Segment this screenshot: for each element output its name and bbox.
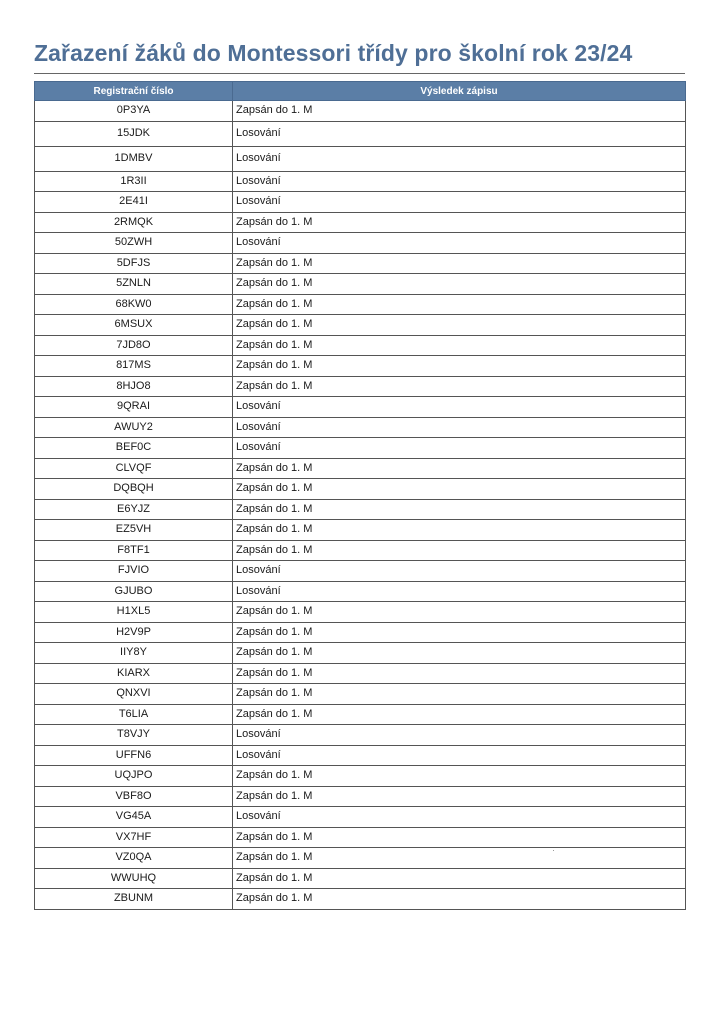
registration-number-cell: 2RMQK [35,212,233,233]
table-row [35,192,686,213]
table-row [35,643,686,664]
enrollment-result-cell: Zapsán do 1. M [233,684,686,705]
enrollment-result-cell: Zapsán do 1. M [233,622,686,643]
registration-number-cell: 0P3YA [35,101,233,122]
enrollment-result-cell: Losování [233,397,686,418]
registration-number-cell: 5ZNLN [35,274,233,295]
registration-number-cell: VBF8O [35,786,233,807]
registration-number-cell: 9QRAI [35,397,233,418]
enrollment-result-cell: Zapsán do 1. M [233,643,686,664]
registration-number-cell: 817MS [35,356,233,377]
enrollment-result-cell: Zapsán do 1. M [233,602,686,623]
table-row [35,848,686,869]
enrollment-result-cell: Zapsán do 1. M [233,766,686,787]
registration-number-cell: 5DFJS [35,253,233,274]
table-row [35,315,686,336]
enrollment-result-cell: Zapsán do 1. M [233,335,686,356]
registration-number-cell: ZBUNM [35,889,233,910]
enrollment-result-cell: Zapsán do 1. M [233,663,686,684]
registration-number-cell: 2E41I [35,192,233,213]
table-row [35,581,686,602]
registration-number-cell: T8VJY [35,725,233,746]
table-row [35,602,686,623]
enrollment-result-cell: Losování [233,121,686,146]
enrollment-result-cell: Losování [233,581,686,602]
table-row [35,458,686,479]
enrollment-result-cell: Zapsán do 1. M [233,356,686,377]
table-row [35,561,686,582]
registration-number-cell: 6MSUX [35,315,233,336]
header-enrollment-result: Výsledek zápisu [233,82,686,101]
table-row [35,397,686,418]
registration-number-cell: VG45A [35,807,233,828]
enrollment-result-cell: Zapsán do 1. M [233,704,686,725]
enrollment-result-cell: Losování [233,233,686,254]
registration-number-cell: T6LIA [35,704,233,725]
registration-number-cell: 8HJO8 [35,376,233,397]
table-row [35,438,686,459]
enrollment-result-cell: Zapsán do 1. M [233,499,686,520]
registration-number-cell: E6YJZ [35,499,233,520]
registration-number-cell: FJVIO [35,561,233,582]
enrollment-result-cell: Zapsán do 1. M [233,101,686,122]
table-row [35,146,686,171]
table-row [35,786,686,807]
title-divider [34,73,685,74]
table-row [35,212,686,233]
enrollment-result-cell: Losování [233,192,686,213]
enrollment-result-cell: Losování [233,146,686,171]
enrollment-result-cell: Losování [233,438,686,459]
enrollment-result-cell: Zapsán do 1. M [233,848,686,869]
enrollment-result-cell: Zapsán do 1. M [233,212,686,233]
page-title: Zařazení žáků do Montessori třídy pro školní rok 23/24 [34,40,633,66]
registration-number-cell: EZ5VH [35,520,233,541]
enrollment-result-cell: Zapsán do 1. M [233,253,686,274]
table-row [35,622,686,643]
table-row [35,499,686,520]
enrollment-result-cell: Zapsán do 1. M [233,786,686,807]
registration-number-cell: CLVQF [35,458,233,479]
enrollment-result-cell: Losování [233,561,686,582]
enrollment-result-cell: Zapsán do 1. M [233,868,686,889]
registration-number-cell: BEF0C [35,438,233,459]
registration-number-cell: 68KW0 [35,294,233,315]
table-row [35,335,686,356]
registration-number-cell: 7JD8O [35,335,233,356]
registration-number-cell: IIY8Y [35,643,233,664]
enrollment-result-cell: Zapsán do 1. M [233,540,686,561]
table-row [35,171,686,192]
table-row [35,417,686,438]
table-row [35,121,686,146]
registration-number-cell: 1R3II [35,171,233,192]
registration-number-cell: VZ0QA [35,848,233,869]
enrollment-result-cell: Zapsán do 1. M [233,315,686,336]
registration-number-cell: WWUHQ [35,868,233,889]
registration-number-cell: VX7HF [35,827,233,848]
registration-number-cell: F8TF1 [35,540,233,561]
registration-number-cell: 1DMBV [35,146,233,171]
results-table [34,81,686,910]
enrollment-result-cell: Zapsán do 1. M [233,458,686,479]
enrollment-result-cell: Zapsán do 1. M [233,827,686,848]
table-row [35,868,686,889]
enrollment-result-cell: Losování [233,807,686,828]
table-row [35,889,686,910]
enrollment-result-cell: Losování [233,725,686,746]
table-row [35,253,686,274]
scan-speck [553,850,554,851]
registration-number-cell: UQJPO [35,766,233,787]
table-row [35,725,686,746]
enrollment-result-cell: Zapsán do 1. M [233,376,686,397]
registration-number-cell: GJUBO [35,581,233,602]
table-header-row [35,82,686,101]
table-row [35,274,686,295]
registration-number-cell: H2V9P [35,622,233,643]
table-row [35,704,686,725]
registration-number-cell: AWUY2 [35,417,233,438]
header-registration-number: Registrační číslo [35,82,233,101]
table-row [35,520,686,541]
table-row [35,684,686,705]
table-row [35,745,686,766]
registration-number-cell: 50ZWH [35,233,233,254]
enrollment-result-cell: Zapsán do 1. M [233,294,686,315]
table-row [35,663,686,684]
enrollment-result-cell: Zapsán do 1. M [233,889,686,910]
registration-number-cell: UFFN6 [35,745,233,766]
enrollment-result-cell: Losování [233,171,686,192]
table-row [35,356,686,377]
enrollment-result-cell: Losování [233,417,686,438]
table-row [35,233,686,254]
enrollment-result-cell: Losování [233,745,686,766]
table-row [35,807,686,828]
registration-number-cell: 15JDK [35,121,233,146]
table-row [35,766,686,787]
table-row [35,101,686,122]
table-row [35,376,686,397]
table-row [35,827,686,848]
table-row [35,479,686,500]
enrollment-result-cell: Zapsán do 1. M [233,479,686,500]
table-body [35,101,686,910]
enrollment-result-cell: Zapsán do 1. M [233,520,686,541]
table-row [35,294,686,315]
enrollment-result-cell: Zapsán do 1. M [233,274,686,295]
registration-number-cell: H1XL5 [35,602,233,623]
registration-number-cell: KIARX [35,663,233,684]
table-row [35,540,686,561]
registration-number-cell: DQBQH [35,479,233,500]
registration-number-cell: QNXVI [35,684,233,705]
